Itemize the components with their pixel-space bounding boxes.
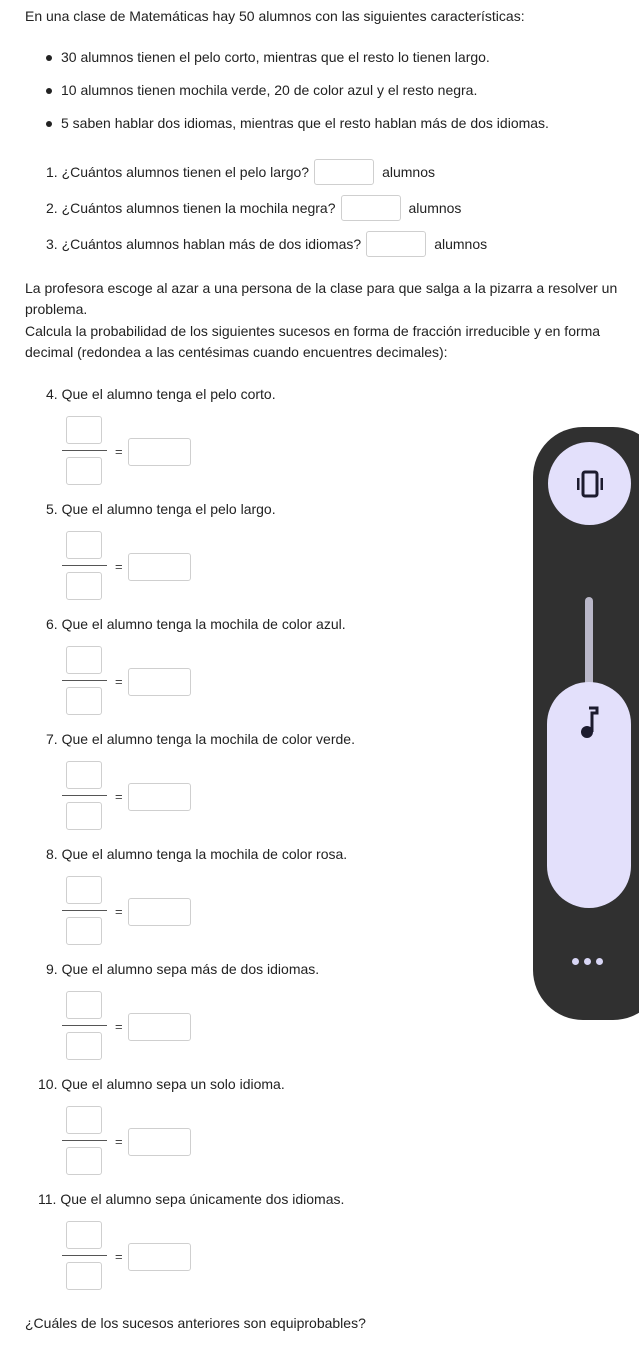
item-title: 5. Que el alumno tenga el pelo largo. bbox=[46, 501, 276, 517]
denominator-input[interactable] bbox=[66, 687, 102, 715]
intro-text: En una clase de Matemáticas hay 50 alumnos con las siguientes características: bbox=[25, 8, 525, 24]
vibrate-mode-button[interactable] bbox=[548, 442, 631, 525]
fraction-input bbox=[62, 991, 107, 1060]
question-3 bbox=[46, 230, 487, 258]
more-dots-icon bbox=[584, 958, 591, 965]
numerator-input[interactable] bbox=[66, 416, 102, 444]
vibrate-icon bbox=[572, 469, 608, 499]
unit-label: alumnos bbox=[408, 200, 462, 216]
fraction-bar bbox=[62, 1255, 107, 1256]
decimal-input[interactable] bbox=[128, 1013, 191, 1041]
answer-input[interactable] bbox=[341, 195, 401, 221]
question-2 bbox=[46, 194, 461, 222]
decimal-input[interactable] bbox=[128, 1243, 191, 1271]
item-title: 7. Que el alumno tenga la mochila de color verde. bbox=[46, 731, 355, 747]
characteristics-list bbox=[44, 48, 549, 147]
more-options-button[interactable] bbox=[572, 958, 603, 965]
numerator-input[interactable] bbox=[66, 991, 102, 1019]
item-title: 4. Que el alumno tenga el pelo corto. bbox=[46, 386, 276, 402]
fraction-bar bbox=[62, 680, 107, 681]
denominator-input[interactable] bbox=[66, 1147, 102, 1175]
numerator-input[interactable] bbox=[66, 646, 102, 674]
fraction-input bbox=[62, 646, 107, 715]
denominator-input[interactable] bbox=[66, 572, 102, 600]
fraction-bar bbox=[62, 1140, 107, 1141]
equals-sign: = bbox=[115, 1249, 123, 1264]
media-volume-slider[interactable] bbox=[547, 682, 631, 908]
more-dots-icon bbox=[596, 958, 603, 965]
decimal-input[interactable] bbox=[128, 783, 191, 811]
decimal-input[interactable] bbox=[128, 1128, 191, 1156]
question-1 bbox=[46, 158, 435, 186]
denominator-input[interactable] bbox=[66, 1262, 102, 1290]
numerator-input[interactable] bbox=[66, 1106, 102, 1134]
final-question: ¿Cuáles de los sucesos anteriores son equiprobables? bbox=[25, 1315, 366, 1331]
list-item: 10 alumnos tienen mochila verde, 20 de color azul y el resto negra. bbox=[44, 81, 549, 114]
question-text: 3. ¿Cuántos alumnos hablan más de dos idiomas? bbox=[46, 236, 362, 252]
equals-sign: = bbox=[115, 904, 123, 919]
list-item: 30 alumnos tienen el pelo corto, mientras que el resto lo tienen largo. bbox=[44, 48, 549, 81]
volume-track[interactable] bbox=[585, 597, 593, 687]
fraction-input bbox=[62, 876, 107, 945]
answer-input[interactable] bbox=[366, 231, 426, 257]
decimal-input[interactable] bbox=[128, 898, 191, 926]
fraction-bar bbox=[62, 450, 107, 451]
answer-input[interactable] bbox=[314, 159, 374, 185]
unit-label: alumnos bbox=[382, 164, 435, 180]
fraction-input bbox=[62, 531, 107, 600]
item-title: 9. Que el alumno sepa más de dos idiomas. bbox=[46, 961, 320, 977]
denominator-input[interactable] bbox=[66, 457, 102, 485]
numerator-input[interactable] bbox=[66, 531, 102, 559]
equals-sign: = bbox=[115, 674, 123, 689]
numerator-input[interactable] bbox=[66, 1221, 102, 1249]
item-title: 11. Que el alumno sepa únicamente dos idiomas. bbox=[38, 1191, 345, 1207]
equals-sign: = bbox=[115, 444, 123, 459]
equals-sign: = bbox=[115, 559, 123, 574]
unit-label: alumnos bbox=[434, 236, 488, 252]
fraction-input bbox=[62, 1106, 107, 1175]
question-text: 2. ¿Cuántos alumnos tienen la mochila negra? bbox=[46, 200, 336, 216]
fraction-bar bbox=[62, 1025, 107, 1026]
numerator-input[interactable] bbox=[66, 876, 102, 904]
item-title: 10. Que el alumno sepa un solo idioma. bbox=[38, 1076, 285, 1092]
music-note-icon bbox=[579, 706, 601, 740]
fraction-bar bbox=[62, 910, 107, 911]
numerator-input[interactable] bbox=[66, 761, 102, 789]
instructions-paragraph: La profesora escoge al azar a una persona de la clase para que salga a la pizarra a resolver un problema. bbox=[25, 280, 618, 317]
decimal-input[interactable] bbox=[128, 438, 191, 466]
fraction-input bbox=[62, 761, 107, 830]
fraction-input bbox=[62, 416, 107, 485]
fraction-input bbox=[62, 1221, 107, 1290]
denominator-input[interactable] bbox=[66, 917, 102, 945]
denominator-input[interactable] bbox=[66, 802, 102, 830]
list-item: 5 saben hablar dos idiomas, mientras que el resto hablan más de dos idiomas. bbox=[44, 114, 549, 147]
more-dots-icon bbox=[572, 958, 579, 965]
equals-sign: = bbox=[115, 1019, 123, 1034]
denominator-input[interactable] bbox=[66, 1032, 102, 1060]
decimal-input[interactable] bbox=[128, 668, 191, 696]
instructions-paragraph: Calcula la probabilidad de los siguientes sucesos en forma de fracción irreducible y en forma decimal (redondea a las centésimas cuando encuentres decimales): bbox=[25, 323, 601, 360]
question-text: 1. ¿Cuántos alumnos tienen el pelo largo? bbox=[46, 164, 310, 180]
fraction-bar bbox=[62, 565, 107, 566]
item-title: 6. Que el alumno tenga la mochila de color azul. bbox=[46, 616, 346, 632]
item-title: 8. Que el alumno tenga la mochila de color rosa. bbox=[46, 846, 348, 862]
fraction-bar bbox=[62, 795, 107, 796]
decimal-input[interactable] bbox=[128, 553, 191, 581]
equals-sign: = bbox=[115, 1134, 123, 1149]
equals-sign: = bbox=[115, 789, 123, 804]
